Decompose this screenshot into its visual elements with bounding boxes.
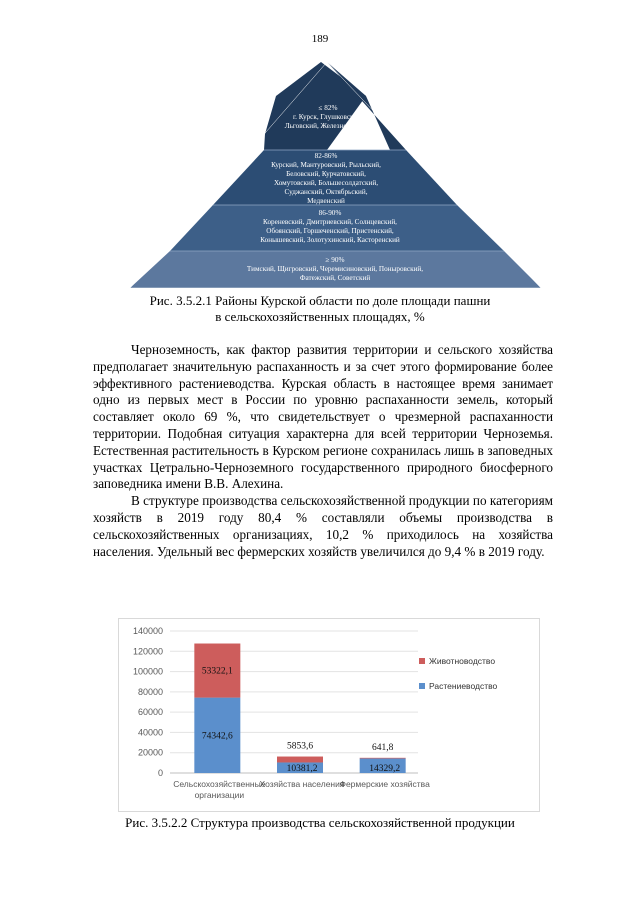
- pyramid-level-4-line: Фатежский, Советский: [299, 274, 371, 282]
- y-tick-label: 100000: [132, 666, 163, 677]
- x-tick-label: Хозяйства населения: [259, 779, 345, 789]
- pyramid-level-2-range: 82-86%: [314, 152, 338, 160]
- x-tick-label: организации: [194, 790, 245, 800]
- pyramid-level-2-text: [230, 152, 422, 206]
- figure-caption-2: Рис. 3.5.2.2 Структура производства сельскохозяйственной продукции: [125, 815, 515, 830]
- paragraph: В структуре производства сельскохозяйственной продукции по категориям хозяйств в 2019 году 80,4 % составляли объемы производства в сельскохозяйственных организациях, 10,2 % приходилось на хозяйства населения. Удельный вес фермерских хозяйств увеличился до 9,4 % в 2019 году.: [93, 493, 553, 559]
- pyramid-level-3-range: 86-90%: [318, 209, 342, 217]
- pyramid-level-4-text: [190, 256, 480, 283]
- paragraph: Черноземность, как фактор развития территории и сельского хозяйства предполагает значительную распаханность и за счет этого формирование более эффективного растениеводства. Курская область в настоящее время занимает одно из первых мест в России по уровню распаханности земель, который составляет около 69 %, что свидетельствует о чрезмерной распаханности территории. Подобная ситуация характерна для всей территории Черноземья. Естественная растительность в Курском регионе сохранилась лишь в заповедных участках Цетрально-Черноземного государственного природного биосферного заповедника имени В.В. Алехина.: [93, 342, 553, 492]
- pyramid-level-1-line: Льговский, Железногорский: [284, 122, 372, 130]
- legend-item-animal: [419, 656, 497, 666]
- legend-item-crop: [419, 681, 497, 691]
- pyramid-level-3-line: Обоянский, Горшеченский, Пристенский,: [266, 227, 394, 235]
- stacked-bar-chart: [118, 618, 538, 810]
- y-tick-label: 20000: [137, 747, 163, 758]
- y-tick-label: 40000: [137, 727, 163, 738]
- pyramid-level-2-line: Хомутовский, Большесолдатский,: [273, 179, 379, 187]
- pyramid-level-1-range: ≤ 82%: [318, 104, 338, 112]
- pyramid-level-2-line: Суджанский, Октябрьский,: [284, 188, 368, 196]
- figure-caption-1-line-1: Рис. 3.5.2.1 Районы Курской области по доле площади пашни: [149, 293, 491, 308]
- bar-segment: [360, 758, 406, 759]
- data-label: 14329,2: [369, 764, 401, 774]
- data-label: 53322,1: [201, 666, 233, 677]
- figure-caption-1: [0, 293, 640, 325]
- y-tick-label: 60000: [137, 707, 163, 718]
- legend-label-crop: Растениеводство: [429, 681, 498, 691]
- pyramid-level-2-line: Курский, Мантуровский, Рыльский,: [271, 161, 381, 169]
- x-tick-label: Фермерские хозяйства: [339, 779, 430, 789]
- data-label: 641,8: [371, 742, 394, 753]
- pyramid-level-3-line: Кореневский, Дмитриевский, Солнцевский,: [263, 218, 397, 226]
- data-label: 74342,6: [201, 731, 233, 742]
- body-text: [93, 342, 553, 560]
- pyramid-level-3-line: Конышевский, Золотухинский, Касторенский: [260, 236, 400, 244]
- pyramid-level-2-line: Беловский, Курчатовский,: [286, 170, 366, 178]
- legend-swatch-crop: [419, 683, 425, 689]
- x-tick-label: Сельскохозяйственные: [173, 779, 266, 789]
- y-tick-label: 80000: [137, 686, 163, 697]
- pyramid-level-1-text: [248, 104, 408, 131]
- pyramid-level-1-line: г. Курск, Глушковский,: [292, 113, 364, 121]
- legend-swatch-animal: [419, 658, 425, 664]
- pyramid-level-3-text: [210, 209, 450, 245]
- pyramid-level-4-range: ≥ 90%: [325, 256, 345, 264]
- pyramid-diagram: [0, 0, 640, 292]
- y-tick-label: 120000: [132, 646, 163, 657]
- y-tick-label: 140000: [132, 626, 163, 636]
- data-label: 10381,2: [286, 764, 318, 774]
- chart-legend: [419, 656, 497, 706]
- legend-label-animal: Животноводство: [429, 656, 496, 666]
- bar-segment: [277, 757, 323, 763]
- pyramid-level-2-line: Медвенский: [307, 197, 345, 205]
- y-tick-label: 0: [157, 768, 163, 778]
- data-label: 5853,6: [286, 741, 314, 752]
- page-number: 189: [311, 33, 329, 45]
- figure-caption-1-line-2: в сельскохозяйственных площадях, %: [215, 309, 425, 324]
- pyramid-level-4-line: Тимский, Щигровский, Черемисиновский, Поныровский,: [246, 265, 424, 273]
